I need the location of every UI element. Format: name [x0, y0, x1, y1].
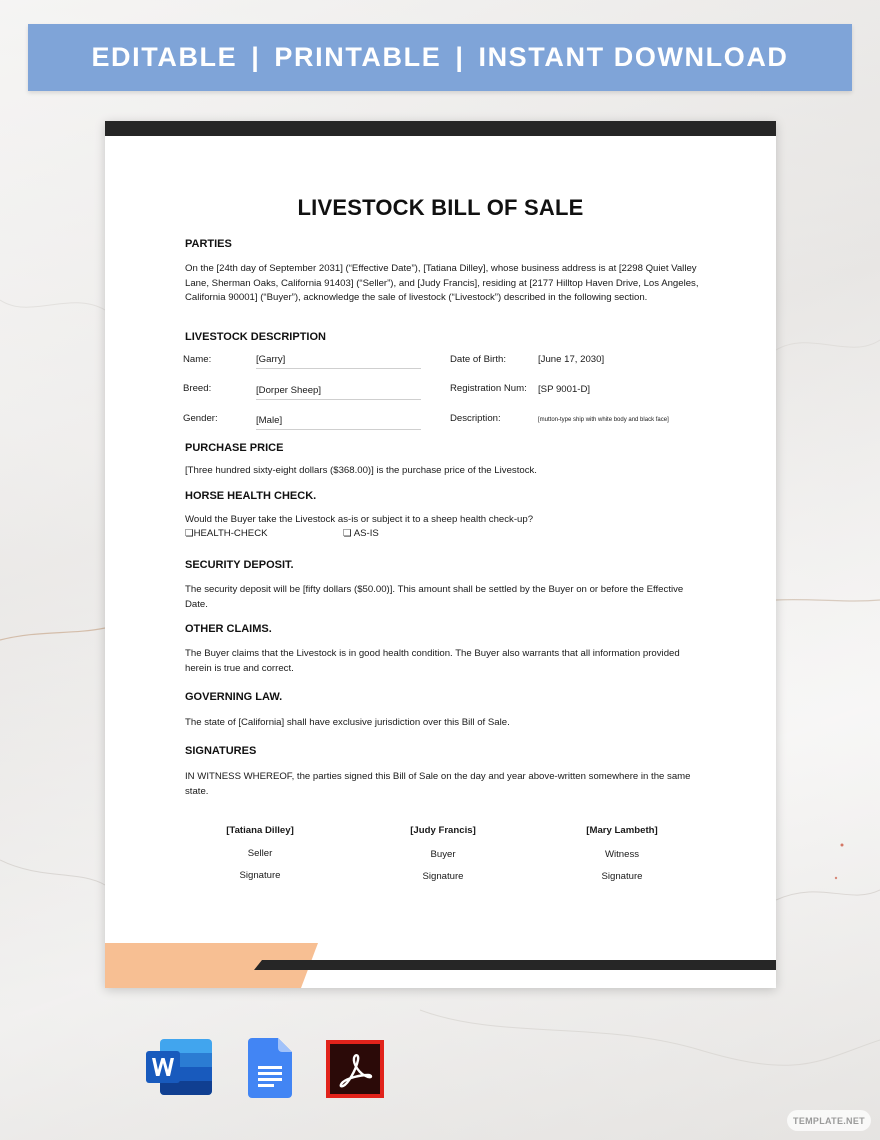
- purchase-price-heading: PURCHASE PRICE: [185, 442, 284, 454]
- other-claims-text: The Buyer claims that the Livestock is in good health condition. The Buyer also warrants that all information provided herein is true and correct.: [185, 648, 680, 674]
- health-check-text: Would the Buyer take the Livestock as-is or subject it to a sheep health check-up?: [185, 514, 534, 525]
- purchase-price-text: [Three hundred sixty-eight dollars ($368.00)] is the purchase price of the Livestock.: [185, 465, 537, 476]
- adobe-pdf-icon: [326, 1040, 384, 1098]
- banner-editable: EDITABLE: [91, 42, 238, 72]
- document-footer-decoration: [105, 943, 776, 988]
- google-docs-icon: [248, 1038, 292, 1098]
- seller-name: [Tatiana Dilley]: [226, 825, 294, 836]
- document-top-bar: [105, 121, 776, 136]
- banner-separator: |: [455, 42, 465, 72]
- witness-signature-line: Signature: [601, 871, 643, 882]
- watermark-badge: TEMPLATE.NET: [787, 1110, 871, 1131]
- word-icon: [146, 1037, 214, 1097]
- banner-instant-download: INSTANT DOWNLOAD: [478, 42, 789, 72]
- document-title: LIVESTOCK BILL OF SALE: [297, 195, 584, 220]
- parties-heading: PARTIES: [185, 238, 232, 250]
- as-is-option: ❏ AS-IS: [343, 528, 379, 539]
- registration-value: [SP 9001-D]: [538, 384, 591, 395]
- document-preview: [105, 121, 776, 988]
- signatures-heading: SIGNATURES: [185, 745, 257, 757]
- governing-law-heading: GOVERNING LAW.: [185, 691, 283, 703]
- dob-value: [June 17, 2030]: [538, 354, 605, 365]
- buyer-signature-line: Signature: [422, 871, 464, 882]
- security-deposit-heading: SECURITY DEPOSIT.: [185, 559, 294, 571]
- breed-field: [Dorper Sheep]: [256, 385, 421, 400]
- parties-text: On the [24th day of September 2031] (“Effective Date”), [Tatiana Dilley], whose business address is at [2298 Quiet Valley Lane, Sherman Oaks, California 91403] (“Seller”), and [Judy Francis], residing at [2177 Hilltop Haven Drive, Los Angeles, California 90001] (“Buyer”), acknowledge the sale of livestock (“Livestock”) described in the following section.: [185, 263, 699, 304]
- witness-role: Witness: [604, 849, 640, 860]
- banner-printable: PRINTABLE: [274, 42, 442, 72]
- other-claims-heading: OTHER CLAIMS.: [185, 623, 272, 635]
- banner-separator: |: [251, 42, 261, 72]
- seller-role: Seller: [247, 848, 273, 859]
- registration-label: Registration Num:: [450, 383, 527, 394]
- breed-label: Breed:: [183, 383, 212, 394]
- description-value: [mutton-type ship with white body and black face]: [538, 417, 669, 423]
- seller-signature-line: Signature: [239, 870, 281, 881]
- witness-name: [Mary Lambeth]: [586, 825, 658, 836]
- feature-banner: [28, 24, 852, 91]
- gender-label: Gender:: [183, 413, 218, 424]
- signatures-text: IN WITNESS WHEREOF, the parties signed this Bill of Sale on the day and year above-written somewhere in the same state.: [185, 771, 691, 797]
- gender-field: [Male]: [256, 415, 421, 430]
- dob-label: Date of Birth:: [450, 354, 506, 365]
- health-check-option: ❏HEALTH-CHECK: [185, 528, 268, 539]
- governing-law-text: The state of [California] shall have exclusive jurisdiction over this Bill of Sale.: [185, 717, 510, 728]
- security-deposit-text: The security deposit will be [fifty dollars ($50.00)]. This amount shall be settled by the Buyer on or before the Effective Date.: [185, 584, 684, 610]
- buyer-name: [Judy Francis]: [410, 825, 476, 836]
- livestock-heading: LIVESTOCK DESCRIPTION: [185, 331, 326, 343]
- name-field: [Garry]: [256, 354, 421, 369]
- description-label: Description:: [450, 413, 501, 424]
- buyer-role: Buyer: [430, 849, 456, 860]
- name-label: Name:: [183, 354, 212, 365]
- health-check-heading: HORSE HEALTH CHECK.: [185, 490, 317, 502]
